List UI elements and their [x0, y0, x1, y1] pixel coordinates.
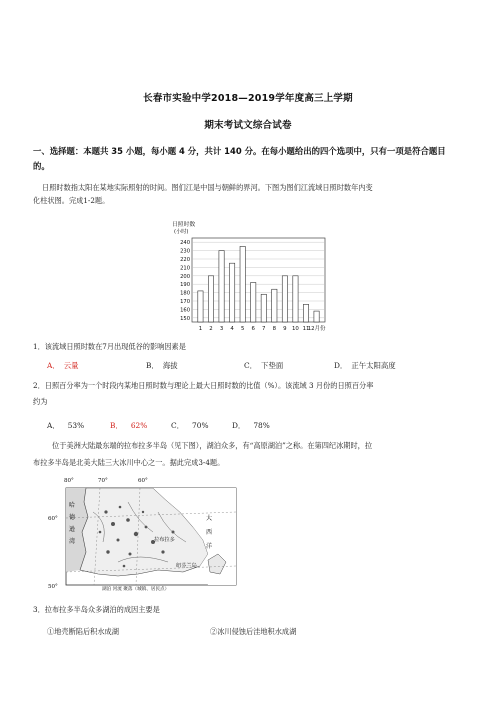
map-char-3: 逊	[69, 526, 76, 533]
sunshine-bar-chart	[170, 218, 330, 336]
question-3-stem: 3．拉布拉多半岛众多湖泊的成因主要是	[33, 605, 160, 614]
chart-bar	[314, 311, 319, 322]
chart-bar	[282, 276, 287, 322]
chart-bar	[251, 283, 256, 322]
q3-option-2: ②冰川侵蚀后洼地积水成湖	[210, 627, 297, 636]
chart-ytick-label: 240	[180, 240, 190, 247]
chart-xtick-label: 9	[283, 326, 287, 332]
chart-xtick-label: 2	[209, 326, 213, 332]
chart-xtick-label: 3	[219, 326, 224, 332]
map-lat-60: 60°	[48, 516, 58, 522]
chart-ytick-label: 220	[180, 257, 190, 263]
chart-xtick-label: 5	[240, 326, 245, 332]
q1-option-c-letter: C．	[244, 361, 258, 370]
map-char-4: 湾	[69, 538, 76, 545]
labrador-map	[48, 478, 243, 594]
sunshine-chart	[170, 218, 330, 336]
passage-1	[42, 181, 482, 194]
chart-bar	[208, 276, 213, 322]
q2-option-b-text: 62%	[130, 421, 148, 430]
chart-ytick-label: 230	[180, 248, 190, 255]
chart-xtick-label: 8	[272, 326, 277, 332]
q2-option-c-text: 70%	[192, 421, 209, 430]
map-char-6: 西	[206, 529, 213, 536]
map-legend: 湖泊 河流 聚落（城镇、居民点）	[102, 587, 170, 592]
chart-ytick-label: 160	[180, 307, 190, 314]
q2-option-a-text: 53%	[67, 421, 85, 430]
chart-bar	[293, 276, 298, 322]
map-label-newfoundland: 纽芬兰岛	[176, 563, 197, 569]
q1-option-c-text: 下垫面	[261, 361, 284, 370]
q2-option-c	[171, 420, 208, 431]
document-title: 长春市实验中学2018—2019学年度高三上学期	[143, 93, 353, 104]
q2-stem-line1: 2．日照百分率为一个时段内某地日照时数与理论上最大日照时数的比值（%）。该流域 3 月份的日照百分率	[33, 381, 374, 390]
chart-bar	[272, 289, 277, 322]
map-label-atlantic	[206, 512, 212, 554]
q1-option-b-letter: B．	[146, 361, 159, 370]
map-lat-50: 50°	[48, 584, 58, 590]
labrador-map-figure	[58, 482, 243, 594]
map-char-2: 德	[69, 514, 76, 521]
chart-bar	[303, 304, 308, 322]
chart-xtick-label: 12月份	[307, 326, 326, 332]
q2-option-b-letter: B．	[110, 421, 123, 430]
map-label-hudson-bay	[69, 500, 75, 548]
passage-1-line1: 日照时数指太阳在某地实际照射的时间。图们江是中国与朝鲜的界河。下图为图们江流域日照时数年内变	[42, 183, 373, 192]
chart-ytick-label: 210	[180, 265, 190, 272]
q2-option-a-letter: A．	[47, 421, 60, 430]
map-lon-80: 80°	[64, 478, 74, 484]
q2-option-d-letter: D．	[232, 421, 246, 430]
map-char-7: 洋	[206, 543, 213, 550]
chart-xtick-label: 4	[230, 326, 234, 332]
q1-option-d-text: 正午太阳高度	[351, 361, 396, 370]
chart-bar	[198, 291, 203, 322]
map-lon-60: 60°	[138, 478, 148, 484]
chart-bar	[261, 294, 266, 322]
chart-bar	[219, 251, 224, 322]
passage-1-cont	[33, 194, 473, 207]
chart-bar	[240, 246, 245, 322]
q1-option-a	[47, 360, 79, 371]
q1-option-d	[334, 360, 396, 371]
chart-ytick-label: 170	[180, 299, 190, 305]
q1-option-a-letter: A．	[47, 361, 60, 370]
chart-ytick-label: 150	[180, 315, 190, 322]
map-lon-70: 70°	[98, 478, 108, 484]
map-char-1: 哈	[69, 502, 76, 509]
q2-option-c-letter: C．	[171, 421, 185, 430]
chart-xtick-label: 11	[302, 326, 310, 332]
section-heading-line1: 一、选择题：本题共 35 小题，每小题 4 分，共计 140 分。在每小题给出的四个选项中，只有一项是符合题目	[33, 146, 446, 156]
map-label-labrador: 拉布拉多	[154, 537, 175, 543]
passage-2-line2: 布拉多半岛是北美大陆三大冰川中心之一。据此完成3-4题。	[33, 458, 225, 467]
map-char-5: 大	[206, 515, 213, 522]
section-heading	[33, 144, 473, 174]
chart-xtick-label: 10	[292, 326, 299, 332]
passage-2-line1: 位于美洲大陆最东端的拉布拉多半岛（见下图），湖泊众多，有“高原湖泊”之称。在第四纪冰期时，拉	[52, 441, 373, 450]
q1-option-b-text: 海拔	[162, 361, 178, 370]
q1-option-a-text: 云量	[63, 361, 79, 370]
q2-option-b	[110, 420, 147, 431]
q1-option-d-letter: D．	[334, 361, 348, 370]
q1-option-c	[244, 360, 283, 371]
q3-option-1: ①地壳断陷后积水成湖	[47, 627, 119, 636]
q2-option-a	[47, 420, 84, 431]
chart-ytick-label: 180	[180, 290, 190, 297]
document-subtitle: 期末考试文综合试卷	[204, 120, 292, 131]
q1-option-b	[146, 360, 178, 371]
chart-ytick-label: 190	[180, 282, 190, 289]
section-heading-line2: 的。	[33, 161, 50, 171]
question-2-stem	[33, 379, 478, 408]
chart-bar	[229, 263, 234, 322]
passage-1-line2: 化柱状图。完成1-2题。	[33, 196, 110, 205]
chart-title-unit: (小时)	[174, 229, 189, 235]
chart-ytick-label: 200	[180, 273, 190, 280]
q2-option-d	[232, 420, 270, 431]
q2-option-d-text: 78%	[253, 421, 270, 430]
chart-xtick-label: 1	[198, 326, 203, 332]
chart-xtick-label: 7	[262, 326, 266, 332]
chart-xtick-label: 6	[251, 326, 255, 332]
chart-title: 日照时数	[172, 222, 196, 228]
q2-stem-line2: 约为	[33, 397, 48, 406]
question-1-stem: 1．该流域日照时数在7月出现低谷的影响因素是	[33, 342, 186, 351]
